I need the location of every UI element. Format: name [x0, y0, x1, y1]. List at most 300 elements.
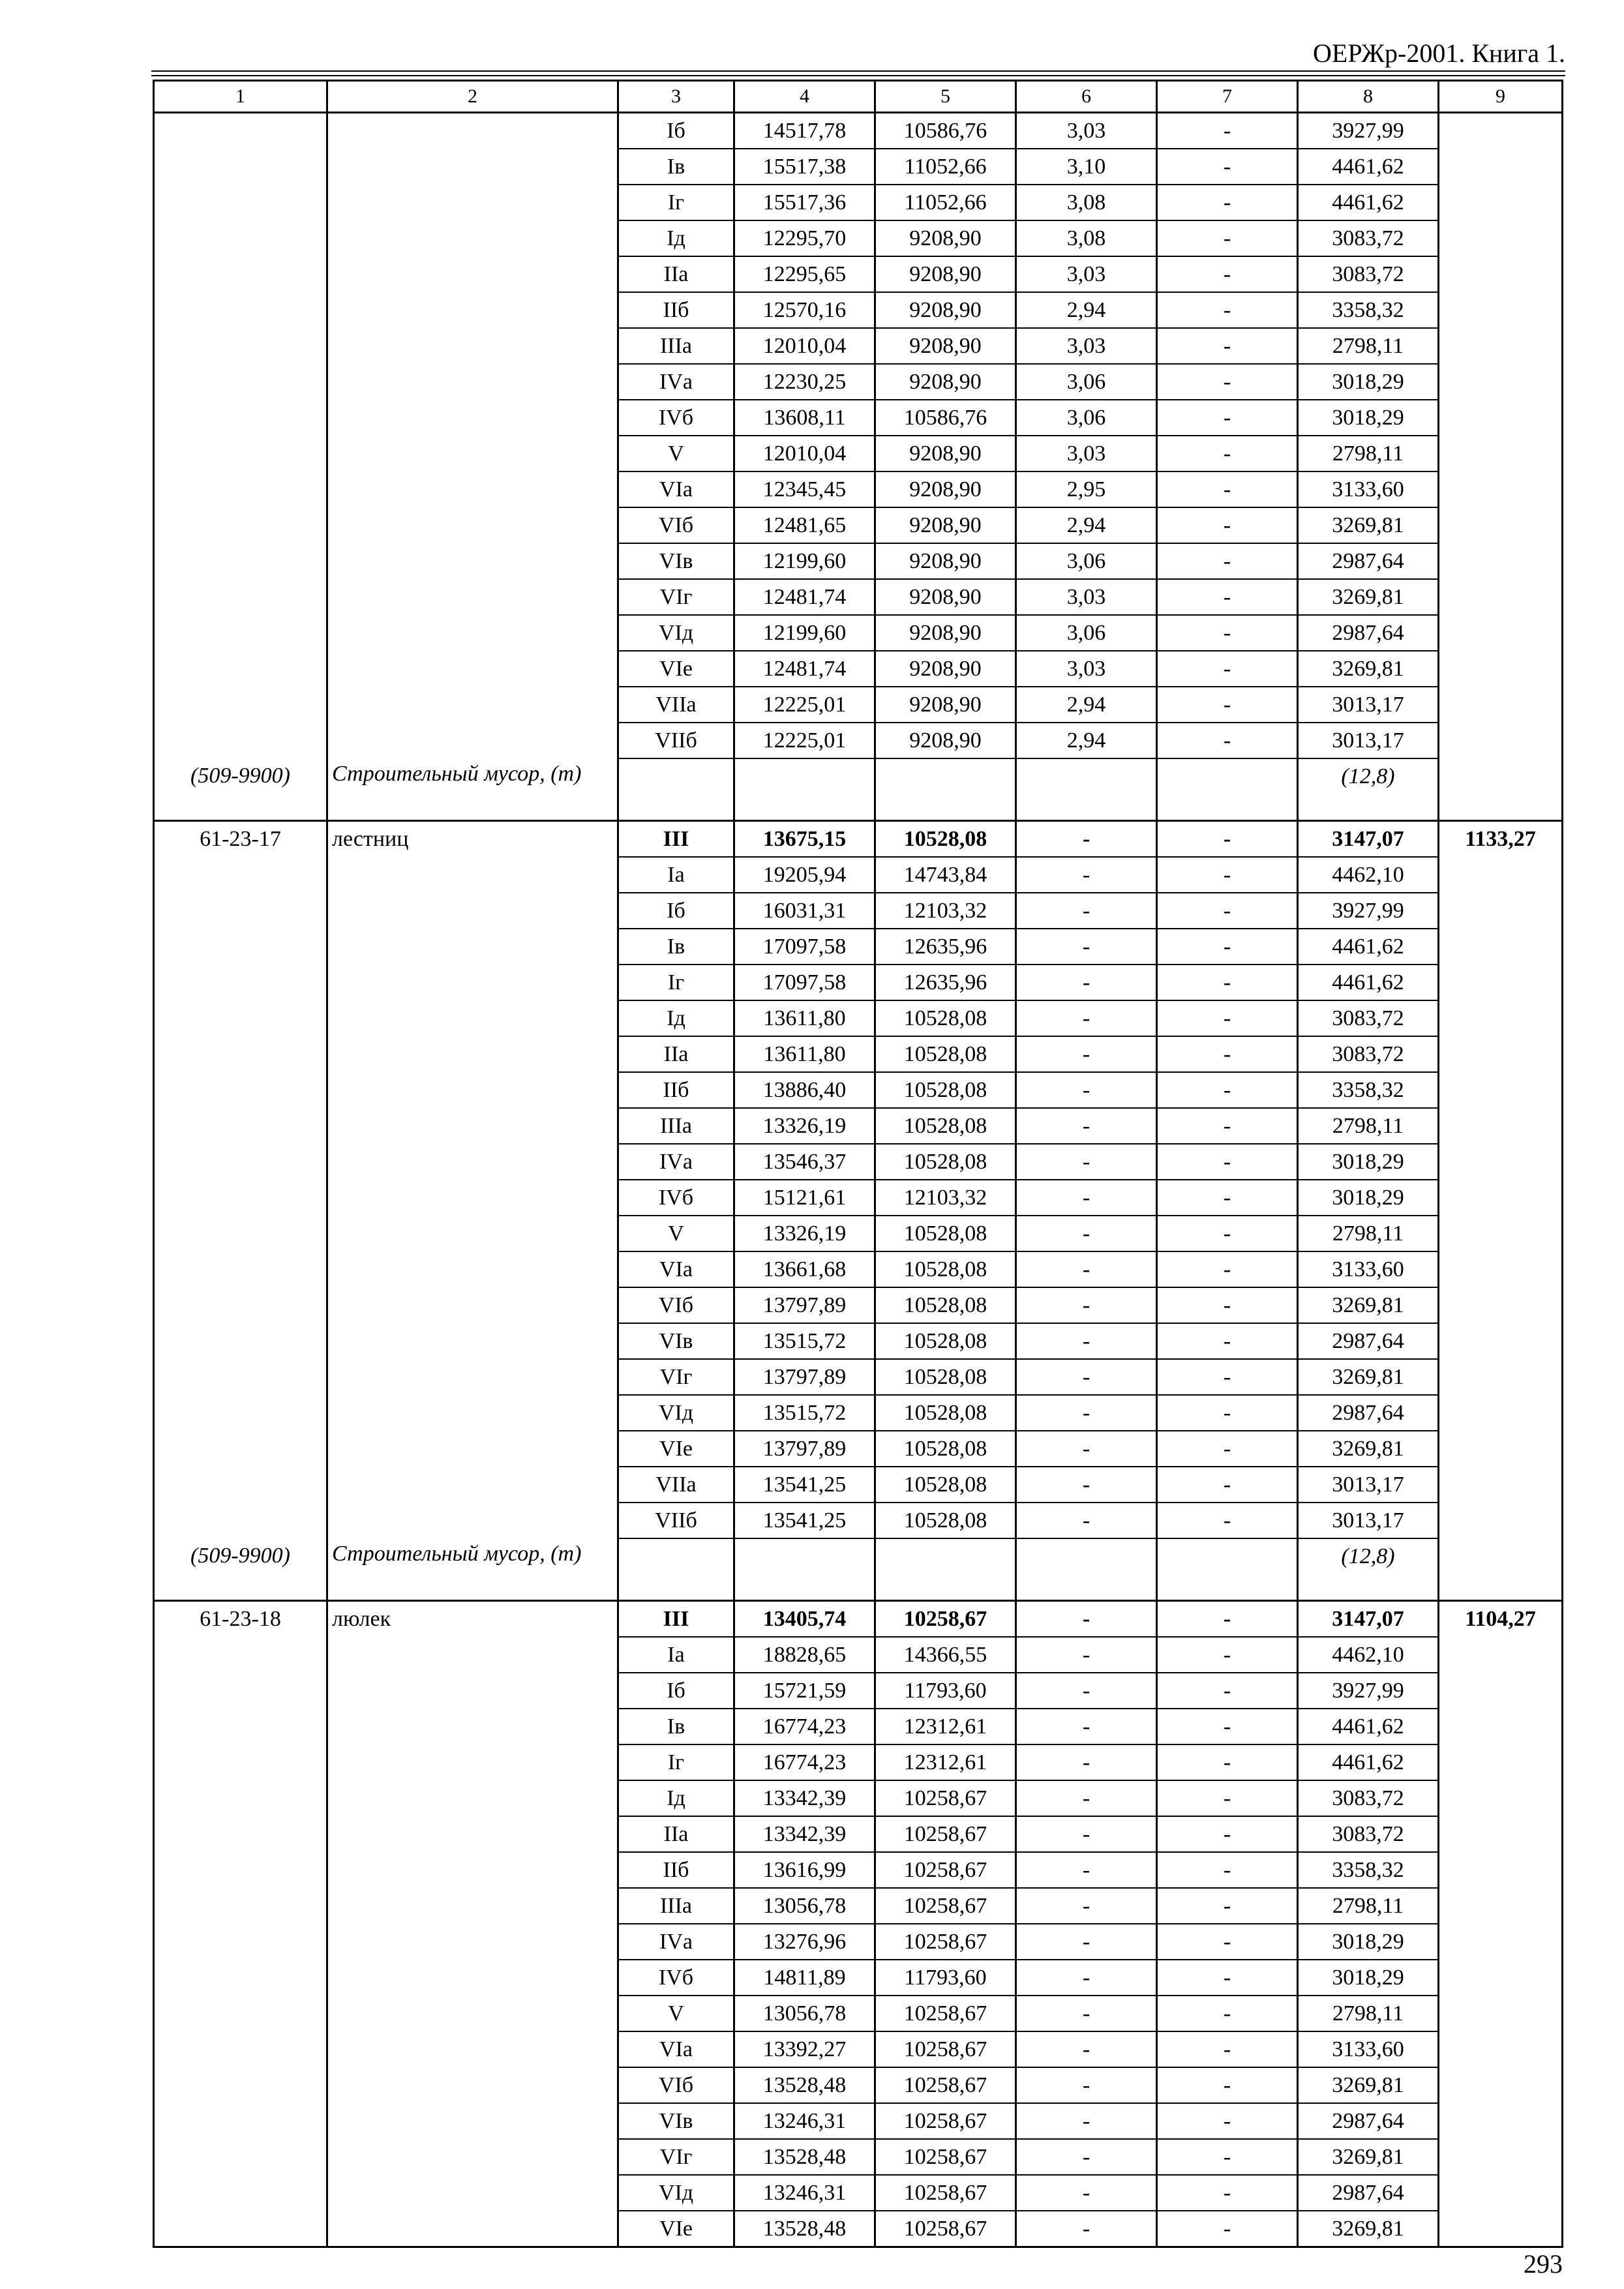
table-cell-c9: [1439, 1960, 1563, 1996]
table-cell-c4: 12225,01: [734, 723, 875, 758]
header-rule-bottom: [151, 75, 1565, 76]
table-cell-c5: 11052,66: [875, 185, 1016, 220]
table-cell-c1: [154, 471, 327, 507]
table-cell-c4: 12199,60: [734, 615, 875, 651]
table-cell-c7: -: [1157, 651, 1298, 687]
table-cell-c3: VIв: [618, 2103, 734, 2139]
table-cell-c8: 2987,64: [1298, 2175, 1439, 2211]
table-cell-c6: 3,06: [1016, 400, 1157, 436]
table-cell-c9: [1439, 1538, 1563, 1601]
column-number: 6: [1016, 81, 1157, 113]
table-cell-c2: [327, 1323, 618, 1359]
table-cell-c7: -: [1157, 1852, 1298, 1888]
table-cell-c3: [618, 758, 734, 821]
table-row: [154, 1673, 1563, 1709]
table-row: [154, 543, 1563, 579]
table-cell-c1: [154, 328, 327, 364]
table-cell-c1: [154, 965, 327, 1000]
table-row: [154, 651, 1563, 687]
table-cell-c4: 13661,68: [734, 1251, 875, 1287]
table-cell-c3: V: [618, 436, 734, 471]
table-cell-c9: [1439, 113, 1563, 149]
table-cell-c5: 10258,67: [875, 1996, 1016, 2031]
table-cell-c8: 4461,62: [1298, 1744, 1439, 1780]
table-row: [154, 1960, 1563, 1996]
table-cell-c2: [327, 2031, 618, 2067]
table-cell-c1: [154, 256, 327, 292]
table-cell-c4: 12199,60: [734, 543, 875, 579]
table-cell-c5: 9208,90: [875, 220, 1016, 256]
table-cell-c4: 13392,27: [734, 2031, 875, 2067]
table-cell-c5: 9208,90: [875, 579, 1016, 615]
table-cell-c2: [327, 2103, 618, 2139]
table-cell-c6: 3,03: [1016, 436, 1157, 471]
table-cell-c4: 13405,74: [734, 1601, 875, 1638]
table-cell-c3: VIа: [618, 2031, 734, 2067]
table-cell-c3: VIд: [618, 2175, 734, 2211]
table-row: [154, 1637, 1563, 1673]
table-row: [154, 507, 1563, 543]
table-cell-c4: 16774,23: [734, 1744, 875, 1780]
table-cell-c9: [1439, 220, 1563, 256]
table-cell-c4: 13541,25: [734, 1467, 875, 1503]
table-cell-c4: 18828,65: [734, 1637, 875, 1673]
table-cell-c6: -: [1016, 1816, 1157, 1852]
table-cell-c2: [327, 1637, 618, 1673]
table-cell-c7: -: [1157, 1431, 1298, 1467]
table-cell-c7: -: [1157, 579, 1298, 615]
table-cell-c6: -: [1016, 1323, 1157, 1359]
table-cell-c8: 2987,64: [1298, 1323, 1439, 1359]
table-cell-c9: [1439, 579, 1563, 615]
table-cell-c1: 61-23-17: [154, 821, 327, 858]
table-group-row: [154, 821, 1563, 858]
table-cell-c5: 14366,55: [875, 1637, 1016, 1673]
table-cell-c9: [1439, 1503, 1563, 1538]
table-group-row: [154, 1601, 1563, 1638]
table-cell-c2: [327, 1744, 618, 1780]
table-cell-c6: -: [1016, 1251, 1157, 1287]
table-cell-c8: 4462,10: [1298, 857, 1439, 893]
table-row: [154, 1144, 1563, 1180]
table-cell-c9: [1439, 364, 1563, 400]
table-cell-c5: 10258,67: [875, 2175, 1016, 2211]
table-cell-c5: 10258,67: [875, 2139, 1016, 2175]
table-row: [154, 687, 1563, 723]
table-cell-c5: 10528,08: [875, 1216, 1016, 1251]
table-cell-c7: -: [1157, 149, 1298, 185]
table-cell-c7: -: [1157, 1709, 1298, 1744]
table-cell-c9: [1439, 1180, 1563, 1216]
table-cell-c4: 13276,96: [734, 1924, 875, 1960]
table-cell-c6: 3,06: [1016, 364, 1157, 400]
table-cell-c6: -: [1016, 1072, 1157, 1108]
table-cell-c8: 3147,07: [1298, 1601, 1439, 1638]
table-cell-c9: [1439, 1673, 1563, 1709]
table-row: [154, 893, 1563, 929]
column-number: 4: [734, 81, 875, 113]
table-cell-c7: -: [1157, 1144, 1298, 1180]
table-cell-c9: [1439, 1251, 1563, 1287]
table-cell-c6: -: [1016, 2067, 1157, 2103]
table-cell-c5: 10528,08: [875, 1144, 1016, 1180]
table-cell-c9: [1439, 1359, 1563, 1395]
table-cell-c2: [327, 1287, 618, 1323]
table-cell-c5: 10528,08: [875, 1000, 1016, 1036]
column-number: 9: [1439, 81, 1563, 113]
table-row: [154, 1924, 1563, 1960]
table-cell-c2: [327, 723, 618, 758]
table-cell-c8: 3018,29: [1298, 1960, 1439, 1996]
table-cell-c4: 12481,65: [734, 507, 875, 543]
table-cell-c2: [327, 1072, 618, 1108]
table-cell-c1: [154, 1323, 327, 1359]
table-cell-c7: -: [1157, 2175, 1298, 2211]
table-cell-c2: [327, 1673, 618, 1709]
table-cell-c5: 10258,67: [875, 1780, 1016, 1816]
table-cell-c5: 9208,90: [875, 292, 1016, 328]
table-cell-c3: IIб: [618, 1072, 734, 1108]
table-cell-c6: [1016, 758, 1157, 821]
table-cell-c3: IIIа: [618, 328, 734, 364]
table-cell-c1: [154, 1036, 327, 1072]
table-cell-c7: -: [1157, 1601, 1298, 1638]
table-row: [154, 2211, 1563, 2247]
table-cell-c8: 3083,72: [1298, 1816, 1439, 1852]
table-cell-c9: [1439, 1924, 1563, 1960]
table-row: [154, 436, 1563, 471]
table-cell-c8: 3083,72: [1298, 220, 1439, 256]
table-row: [154, 328, 1563, 364]
table-cell-c7: -: [1157, 2031, 1298, 2067]
table-cell-c8: 3269,81: [1298, 651, 1439, 687]
table-cell-c2: [327, 2211, 618, 2247]
table-cell-c2: [327, 364, 618, 400]
table-cell-c8: 3018,29: [1298, 364, 1439, 400]
table-cell-c3: IIб: [618, 1852, 734, 1888]
table-cell-c8: 3358,32: [1298, 1072, 1439, 1108]
table-cell-c8: 3269,81: [1298, 507, 1439, 543]
table-cell-c2: Строительный мусор, (т): [327, 1538, 618, 1601]
table-cell-c6: -: [1016, 2139, 1157, 2175]
table-cell-c9: [1439, 1036, 1563, 1072]
table-row: [154, 1036, 1563, 1072]
table-cell-c7: -: [1157, 2211, 1298, 2247]
table-cell-c6: -: [1016, 1287, 1157, 1323]
table-row: [154, 1852, 1563, 1888]
table-cell-c6: -: [1016, 929, 1157, 965]
table-cell-c4: 12570,16: [734, 292, 875, 328]
table-cell-c5: 10528,08: [875, 1287, 1016, 1323]
table-cell-c3: Iд: [618, 1000, 734, 1036]
table-cell-c4: 13608,11: [734, 400, 875, 436]
table-cell-c4: 13528,48: [734, 2139, 875, 2175]
table-row: [154, 615, 1563, 651]
table-cell-c2: [327, 687, 618, 723]
table-cell-c6: 2,95: [1016, 471, 1157, 507]
table-cell-c5: 10528,08: [875, 1108, 1016, 1144]
table-cell-c7: -: [1157, 1180, 1298, 1216]
table-cell-c1: [154, 1467, 327, 1503]
table-cell-c8: 3018,29: [1298, 1924, 1439, 1960]
table-cell-c6: -: [1016, 1780, 1157, 1816]
table-cell-c5: 9208,90: [875, 328, 1016, 364]
table-cell-c1: [154, 651, 327, 687]
table-cell-c6: 3,03: [1016, 651, 1157, 687]
table-cell-c7: -: [1157, 113, 1298, 149]
table-cell-c9: [1439, 471, 1563, 507]
table-cell-c9: [1439, 1744, 1563, 1780]
table-cell-c8: 3147,07: [1298, 821, 1439, 858]
table-cell-c7: -: [1157, 615, 1298, 651]
table-cell-c5: 9208,90: [875, 687, 1016, 723]
table-cell-c4: 13797,89: [734, 1359, 875, 1395]
table-cell-c8: 3013,17: [1298, 1503, 1439, 1538]
table-cell-c8: 3269,81: [1298, 1287, 1439, 1323]
table-row: [154, 2139, 1563, 2175]
table-cell-c6: -: [1016, 1180, 1157, 1216]
table-cell-c1: (509-9900): [154, 1538, 327, 1601]
table-cell-c1: [154, 1000, 327, 1036]
table-cell-c5: 12635,96: [875, 965, 1016, 1000]
table-cell-c3: IIIа: [618, 1108, 734, 1144]
table-cell-c9: [1439, 687, 1563, 723]
table-cell-c6: [1016, 1538, 1157, 1601]
table-cell-c7: -: [1157, 328, 1298, 364]
table-cell-c3: VIIа: [618, 687, 734, 723]
table-cell-c9: [1439, 2103, 1563, 2139]
table-cell-c7: -: [1157, 2067, 1298, 2103]
table-cell-c5: 9208,90: [875, 615, 1016, 651]
table-cell-c9: [1439, 1996, 1563, 2031]
table-cell-c3: VIв: [618, 543, 734, 579]
table-cell-c2: [327, 579, 618, 615]
table-cell-c5: 12312,61: [875, 1709, 1016, 1744]
table-cell-c9: [1439, 292, 1563, 328]
table-cell-c8: 2798,11: [1298, 1108, 1439, 1144]
table-cell-c8: 2987,64: [1298, 615, 1439, 651]
table-cell-c7: -: [1157, 1395, 1298, 1431]
table-cell-c4: 19205,94: [734, 857, 875, 893]
table-cell-c6: -: [1016, 2211, 1157, 2247]
table-cell-c3: VIа: [618, 1251, 734, 1287]
table-cell-c5: 9208,90: [875, 507, 1016, 543]
table-cell-c9: [1439, 185, 1563, 220]
table-cell-c7: -: [1157, 364, 1298, 400]
table-row: [154, 1395, 1563, 1431]
table-cell-c3: III: [618, 821, 734, 858]
table-cell-c2: [327, 615, 618, 651]
table-row: [154, 1467, 1563, 1503]
table-cell-c9: [1439, 1108, 1563, 1144]
table-cell-c7: -: [1157, 1000, 1298, 1036]
table-cell-c6: -: [1016, 2031, 1157, 2067]
table-cell-c6: -: [1016, 1144, 1157, 1180]
table-cell-c3: VIг: [618, 1359, 734, 1395]
table-cell-c2: [327, 1467, 618, 1503]
table-cell-c5: 10528,08: [875, 1395, 1016, 1431]
table-cell-c5: 10528,08: [875, 1431, 1016, 1467]
table-row: [154, 364, 1563, 400]
table-cell-c9: [1439, 2175, 1563, 2211]
table-row: [154, 965, 1563, 1000]
table-cell-c1: [154, 543, 327, 579]
table-cell-c8: 2987,64: [1298, 543, 1439, 579]
table-cell-c3: Iб: [618, 1673, 734, 1709]
table-cell-c1: [154, 1960, 327, 1996]
table-row: [154, 1744, 1563, 1780]
table-cell-c8: 3018,29: [1298, 1180, 1439, 1216]
table-cell-c6: -: [1016, 1637, 1157, 1673]
table-cell-c1: [154, 1673, 327, 1709]
table-cell-c9: [1439, 1144, 1563, 1180]
table-cell-c8: 3018,29: [1298, 1144, 1439, 1180]
table-cell-c4: 16774,23: [734, 1709, 875, 1744]
table-cell-c3: VIг: [618, 2139, 734, 2175]
table-cell-c3: VIг: [618, 579, 734, 615]
table-cell-c8: 3083,72: [1298, 256, 1439, 292]
table-cell-c3: Iв: [618, 1709, 734, 1744]
table-cell-c1: [154, 1996, 327, 2031]
table-cell-c7: -: [1157, 1960, 1298, 1996]
table-row: [154, 1709, 1563, 1744]
table-cell-c4: 13541,25: [734, 1503, 875, 1538]
table-cell-c8: (12,8): [1298, 1538, 1439, 1601]
table-cell-c4: 14811,89: [734, 1960, 875, 1996]
table-row: [154, 220, 1563, 256]
table-row: [154, 292, 1563, 328]
table-cell-c1: [154, 579, 327, 615]
table-cell-c1: [154, 185, 327, 220]
table-cell-c5: 10528,08: [875, 1323, 1016, 1359]
table-cell-c4: 15121,61: [734, 1180, 875, 1216]
table-cell-c1: [154, 1780, 327, 1816]
column-number: 8: [1298, 81, 1439, 113]
table-cell-c4: 13546,37: [734, 1144, 875, 1180]
table-cell-c3: Iа: [618, 857, 734, 893]
table-row: [154, 1431, 1563, 1467]
table-cell-c1: [154, 2139, 327, 2175]
table-row: [154, 1359, 1563, 1395]
table-cell-c9: [1439, 1780, 1563, 1816]
table-cell-c4: 15721,59: [734, 1673, 875, 1709]
table-cell-c1: [154, 1924, 327, 1960]
table-cell-c4: 15517,36: [734, 185, 875, 220]
table-cell-c6: -: [1016, 1108, 1157, 1144]
table-cell-c2: [327, 400, 618, 436]
table-cell-c2: люлек: [327, 1601, 618, 1638]
table-cell-c8: 3269,81: [1298, 2139, 1439, 2175]
table-cell-c2: [327, 1251, 618, 1287]
table-cell-c2: [327, 1780, 618, 1816]
table-cell-c9: [1439, 1431, 1563, 1467]
table-cell-c1: [154, 1709, 327, 1744]
table-cell-c8: 3269,81: [1298, 2211, 1439, 2247]
table-cell-c4: 13326,19: [734, 1108, 875, 1144]
table-cell-c9: [1439, 1323, 1563, 1359]
table-cell-c8: 3013,17: [1298, 687, 1439, 723]
table-cell-c4: 17097,58: [734, 929, 875, 965]
table-cell-c4: 13515,72: [734, 1395, 875, 1431]
table-cell-c9: [1439, 1816, 1563, 1852]
table-cell-c8: 4461,62: [1298, 965, 1439, 1000]
table-cell-c5: 10528,08: [875, 821, 1016, 858]
table-cell-c4: 13056,78: [734, 1996, 875, 2031]
table-cell-c5: 10528,08: [875, 1251, 1016, 1287]
table-cell-c4: 12230,25: [734, 364, 875, 400]
table-cell-c1: [154, 1888, 327, 1924]
table-cell-c6: -: [1016, 1888, 1157, 1924]
table-cell-c9: [1439, 328, 1563, 364]
table-cell-c8: 3013,17: [1298, 723, 1439, 758]
table-cell-c4: 13326,19: [734, 1216, 875, 1251]
column-number: 1: [154, 81, 327, 113]
table-cell-c9: [1439, 857, 1563, 893]
table-cell-c7: -: [1157, 1251, 1298, 1287]
table-row: [154, 1888, 1563, 1924]
table-cell-c4: 13611,80: [734, 1000, 875, 1036]
table-cell-c8: 4462,10: [1298, 1637, 1439, 1673]
table-cell-c1: [154, 507, 327, 543]
table-cell-c5: 10528,08: [875, 1072, 1016, 1108]
table-cell-c7: -: [1157, 1637, 1298, 1673]
table-cell-c1: [154, 1744, 327, 1780]
table-cell-c3: IIа: [618, 256, 734, 292]
table-cell-c9: [1439, 2031, 1563, 2067]
table-cell-c7: -: [1157, 1503, 1298, 1538]
table-cell-c9: [1439, 149, 1563, 185]
table-cell-c1: [154, 929, 327, 965]
table-cell-c7: -: [1157, 723, 1298, 758]
table-cell-c7: -: [1157, 1744, 1298, 1780]
table-cell-c1: [154, 1395, 327, 1431]
table-cell-c9: [1439, 1852, 1563, 1888]
table-row: [154, 1180, 1563, 1216]
table-cell-c1: [154, 893, 327, 929]
table-cell-c1: [154, 1637, 327, 1673]
table-cell-c1: [154, 400, 327, 436]
table-cell-c6: 3,06: [1016, 615, 1157, 651]
table-cell-c5: 12312,61: [875, 1744, 1016, 1780]
table-cell-c9: [1439, 543, 1563, 579]
table-cell-c7: -: [1157, 1924, 1298, 1960]
table-cell-c5: 14743,84: [875, 857, 1016, 893]
table-cell-c6: -: [1016, 1395, 1157, 1431]
table-cell-c8: 3927,99: [1298, 893, 1439, 929]
table-cell-c9: [1439, 1287, 1563, 1323]
table-cell-c6: 3,10: [1016, 149, 1157, 185]
table-cell-c6: -: [1016, 1996, 1157, 2031]
table-cell-c8: 3018,29: [1298, 400, 1439, 436]
table-row: [154, 1503, 1563, 1538]
table-cell-c6: -: [1016, 2175, 1157, 2211]
table-cell-c1: [154, 220, 327, 256]
table-cell-c7: -: [1157, 1467, 1298, 1503]
table-cell-c4: 12345,45: [734, 471, 875, 507]
table-cell-c7: -: [1157, 687, 1298, 723]
table-cell-c2: [327, 2139, 618, 2175]
table-cell-c2: [327, 1960, 618, 1996]
table-cell-c3: VIд: [618, 615, 734, 651]
table-cell-c2: [327, 328, 618, 364]
table-cell-c7: -: [1157, 1323, 1298, 1359]
table-cell-c2: [327, 507, 618, 543]
table-cell-c2: [327, 185, 618, 220]
table-cell-c8: 3269,81: [1298, 1431, 1439, 1467]
table-cell-c2: [327, 1395, 618, 1431]
table-cell-c2: [327, 1888, 618, 1924]
table-cell-c5: 9208,90: [875, 543, 1016, 579]
